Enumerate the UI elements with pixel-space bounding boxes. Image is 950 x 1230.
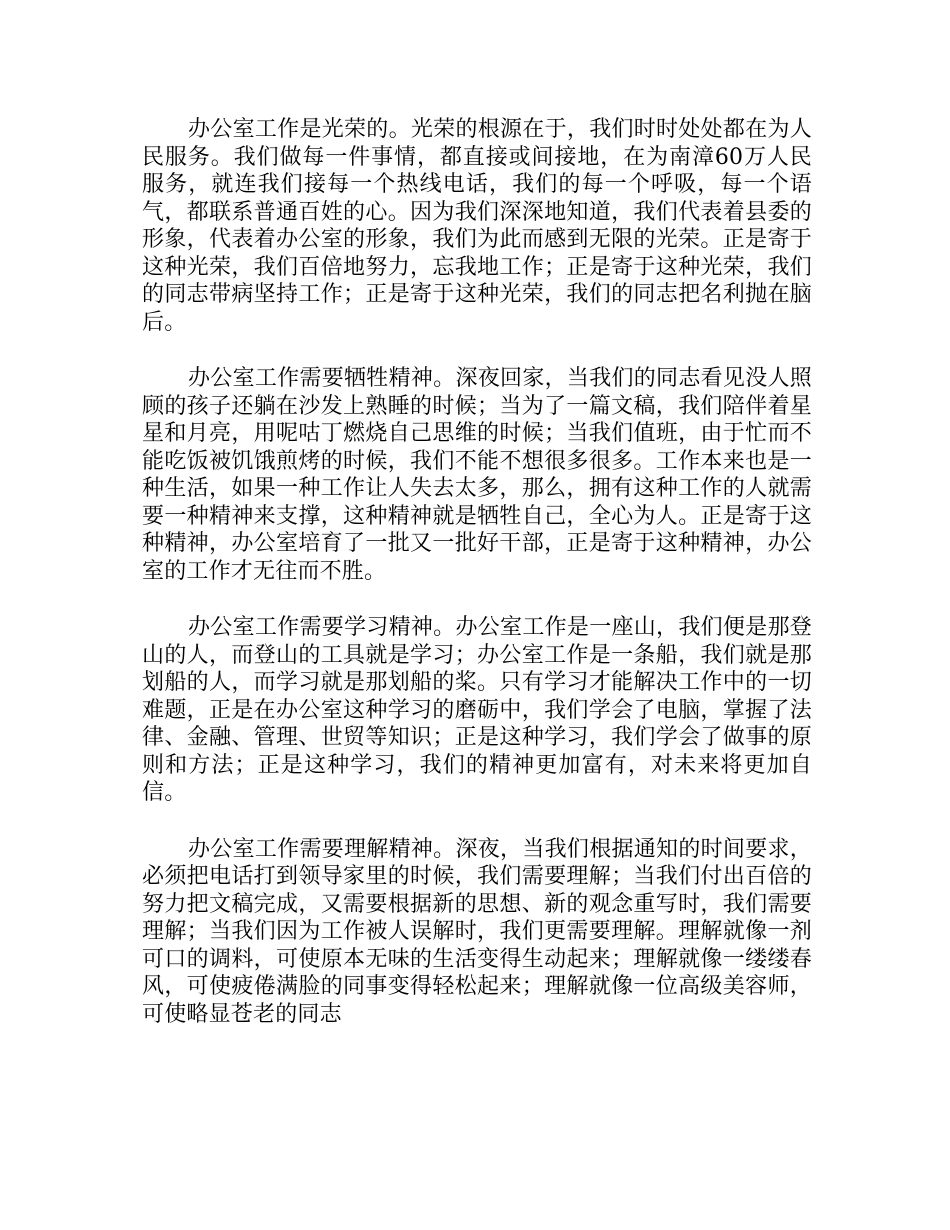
paragraph-sacrifice: 办公室工作需要牺牲精神。深夜回家，当我们的同志看见没人照顾的孩子还躺在沙发上熟睡的时候；当为了一篇文稿，我们陪伴着星星和月亮，用呢咕丁燃烧自己思维的时候；当我们值班，由于忙而不能吃饭被饥饿煎烤的时候，我们不能不想很多很多。工作本来也是一种生活，如果一种工作让人失去太多，那么，拥有这种工作的人就需要一种精神来支撑，这种精神就是牺牲自己，全心为人。正是寄于这种精神，办公室培育了一批又一批好干部，正是寄于这种精神，办公室的工作才无往而不胜。 <box>142 366 812 584</box>
paragraph-understanding: 办公室工作需要理解精神。深夜，当我们根据通知的时间要求，必须把电话打到领导家里的时候，我们需要理解；当我们付出百倍的努力把文稿完成，又需要根据新的思想、新的观念重写时，我们需要理解；当我们因为工作被人误解时，我们更需要理解。理解就像一剂可口的调料，可使原本无味的生活变得生动起来；理解就像一缕缕春风，可使疲倦满脸的同事变得轻松起来；理解就像一位高级美容师，可使略显苍老的同志 <box>142 836 812 1027</box>
document-page <box>142 116 812 1028</box>
paragraph-glory: 办公室工作是光荣的。光荣的根源在于，我们时时处处都在为人民服务。我们做每一件事情，都直接或间接地，在为南漳60万人民服务，就连我们接每一个热线电话，我们的每一个呼吸，每一个语气，都联系普通百姓的心。因为我们深深地知道，我们代表着县委的形象，代表着办公室的形象，我们为此而感到无限的光荣。正是寄于这种光荣，我们百倍地努力，忘我地工作；正是寄于这种光荣，我们的同志带病坚持工作；正是寄于这种光荣，我们的同志把名利抛在脑后。 <box>142 117 812 335</box>
paragraph-learning: 办公室工作需要学习精神。办公室工作是一座山，我们便是那登山的人，而登山的工具就是学习；办公室工作是一条船，我们就是那划船的人，而学习就是那划船的桨。只有学习才能解决工作中的一切难题，正是在办公室这种学习的磨砺中，我们学会了电脑，掌握了法律、金融、管理、世贸等知识；正是这种学习，我们学会了做事的原则和方法；正是这种学习，我们的精神更加富有，对未来将更加自信。 <box>142 615 812 805</box>
